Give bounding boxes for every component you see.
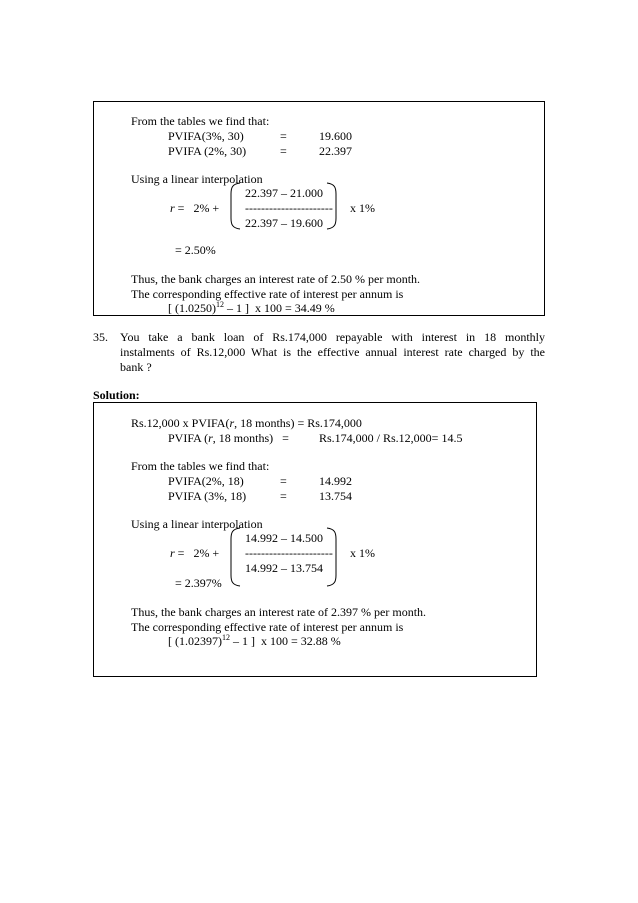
rate-equation-rest: = 2% + xyxy=(174,201,220,215)
rate-equation-rest: = 2% + xyxy=(174,546,220,560)
loan-equation xyxy=(131,416,362,430)
pvifa-equation-value: Rs.174,000 / Rs.12,000= 14.5 xyxy=(319,431,463,445)
question-text-line: bank ? xyxy=(120,360,152,374)
interpolation-result: = 2.397% xyxy=(175,576,222,590)
monthly-rate-statement: Thus, the bank charges an interest rate of 2.397 % per month. xyxy=(131,605,427,619)
pvifa-row-label: PVIFA (3%, 18) xyxy=(168,489,247,503)
effective-rate-formula xyxy=(168,301,335,315)
pvifa-row-label: PVIFA (2%, 30) xyxy=(168,144,247,158)
formula-result: – 1 ] x 100 = 32.88 % xyxy=(230,634,341,648)
fraction-denominator: 22.397 – 19.600 xyxy=(245,216,323,230)
pvifa-row-equals: = xyxy=(280,144,287,158)
times-one-percent: x 1% xyxy=(350,201,375,215)
interpolation-label: Using a linear interpolation xyxy=(131,172,263,186)
rate-equation-lhs xyxy=(170,201,219,215)
pvifa-row-equals: = xyxy=(280,129,287,143)
rate-variable: r xyxy=(170,201,175,215)
pvifa-equation-end: , 18 months) = xyxy=(212,431,289,445)
effective-rate-formula xyxy=(168,634,341,648)
fraction-numerator: 22.397 – 21.000 xyxy=(245,186,323,200)
rate-variable: r xyxy=(170,546,175,560)
solution-heading: Solution: xyxy=(93,388,140,402)
times-one-percent: x 1% xyxy=(350,546,375,560)
pvifa-row-equals: = xyxy=(280,489,287,503)
fraction-denominator: 14.992 – 13.754 xyxy=(245,561,323,575)
rate-variable: r xyxy=(208,431,213,445)
formula-result: – 1 ] x 100 = 34.49 % xyxy=(224,301,335,315)
tables-intro: From the tables we find that: xyxy=(131,459,270,473)
pvifa-row-value: 19.600 xyxy=(319,129,352,143)
formula-base: [ (1.02397) xyxy=(168,634,222,648)
pvifa-row-value: 22.397 xyxy=(319,144,352,158)
interpolation-result: = 2.50% xyxy=(175,243,216,257)
formula-exponent: 12 xyxy=(222,633,230,642)
left-bracket-icon xyxy=(229,527,241,587)
effective-rate-statement: The corresponding effective rate of interest per annum is xyxy=(131,620,404,634)
effective-rate-statement: The corresponding effective rate of interest per annum is xyxy=(131,287,404,301)
pvifa-row-label: PVIFA(3%, 30) xyxy=(168,129,244,143)
question-number: 35. xyxy=(93,330,108,344)
loan-equation-start: Rs.12,000 x PVIFA( xyxy=(131,416,230,430)
question-text-line: You take a bank loan of Rs.174,000 repayable with interest in 18 monthly xyxy=(120,330,545,344)
formula-base: [ (1.0250) xyxy=(168,301,216,315)
tables-intro: From the tables we find that: xyxy=(131,114,270,128)
loan-equation-end: , 18 months) = Rs.174,000 xyxy=(234,416,362,430)
fraction-numerator: 14.992 – 14.500 xyxy=(245,531,323,545)
pvifa-row-label: PVIFA(2%, 18) xyxy=(168,474,244,488)
pvifa-row-value: 14.992 xyxy=(319,474,352,488)
left-bracket-icon xyxy=(229,182,241,230)
rate-variable: r xyxy=(229,416,235,430)
pvifa-equation xyxy=(168,431,289,445)
fraction-bar: ---------------------- xyxy=(245,201,333,215)
monthly-rate-statement: Thus, the bank charges an interest rate of 2.50 % per month. xyxy=(131,272,421,286)
question-text-line: instalments of Rs.12,000 What is the effective annual interest rate charged by the xyxy=(120,345,545,359)
fraction-bar: ---------------------- xyxy=(245,546,333,560)
pvifa-row-equals: = xyxy=(280,474,287,488)
pvifa-equation-start: PVIFA ( xyxy=(168,431,209,445)
formula-exponent: 12 xyxy=(216,300,224,309)
rate-equation-lhs xyxy=(170,546,219,560)
interpolation-label: Using a linear interpolation xyxy=(131,517,263,531)
pvifa-row-value: 13.754 xyxy=(319,489,352,503)
